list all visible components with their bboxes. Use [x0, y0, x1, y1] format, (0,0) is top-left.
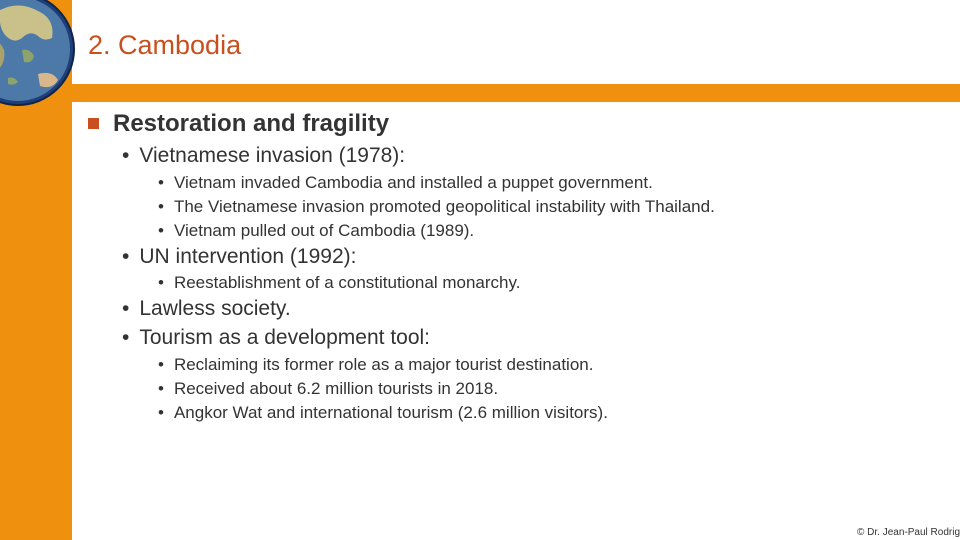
section-un-intervention [122, 245, 356, 269]
list-item-text: Received about 6.2 million tourists in 2018. [173, 379, 499, 398]
section-label: UN intervention (1992): [139, 245, 357, 268]
bullet-icon: • [158, 173, 164, 192]
list-item-text: Vietnam pulled out of Cambodia (1989). [173, 221, 475, 240]
bullet-icon: • [158, 379, 164, 398]
globe-icon [0, 0, 76, 108]
bullet-icon: • [122, 245, 130, 268]
bullet-icon: • [122, 297, 130, 320]
bullet-icon: • [158, 221, 164, 240]
heading-text: Restoration and fragility [113, 110, 390, 137]
bullet-icon: • [122, 144, 130, 167]
bullet-icon: • [158, 273, 164, 292]
list-item [158, 379, 498, 399]
section-label: Tourism as a development tool: [139, 326, 431, 349]
bullet-icon: • [158, 355, 164, 374]
list-item-text: The Vietnamese invasion promoted geopolitical instability with Thailand. [173, 197, 715, 216]
slide-title: 2. Cambodia [88, 30, 242, 60]
square-bullet-icon [88, 118, 99, 129]
list-item [158, 355, 593, 375]
section-vietnamese-invasion [122, 144, 405, 168]
list-item-text: Reestablishment of a constitutional monarchy. [173, 273, 521, 292]
section-label: Lawless society. [139, 297, 291, 320]
section-label: Vietnamese invasion (1978): [139, 144, 406, 167]
list-item [158, 403, 608, 423]
bullet-icon: • [122, 326, 130, 349]
list-item [158, 273, 520, 293]
bullet-icon: • [158, 197, 164, 216]
copyright-footer: © Dr. Jean-Paul Rodrig [857, 527, 960, 538]
list-item [158, 173, 653, 193]
list-item [158, 197, 715, 217]
list-item-text: Angkor Wat and international tourism (2.6 million visitors). [173, 403, 608, 422]
main-heading [88, 110, 389, 138]
list-item-text: Reclaiming its former role as a major tourist destination. [173, 355, 594, 374]
title-divider [72, 84, 960, 102]
list-item [158, 221, 474, 241]
section-lawless-society [122, 297, 291, 321]
bullet-icon: • [158, 403, 164, 422]
section-tourism [122, 326, 430, 350]
list-item-text: Vietnam invaded Cambodia and installed a puppet government. [173, 173, 653, 192]
